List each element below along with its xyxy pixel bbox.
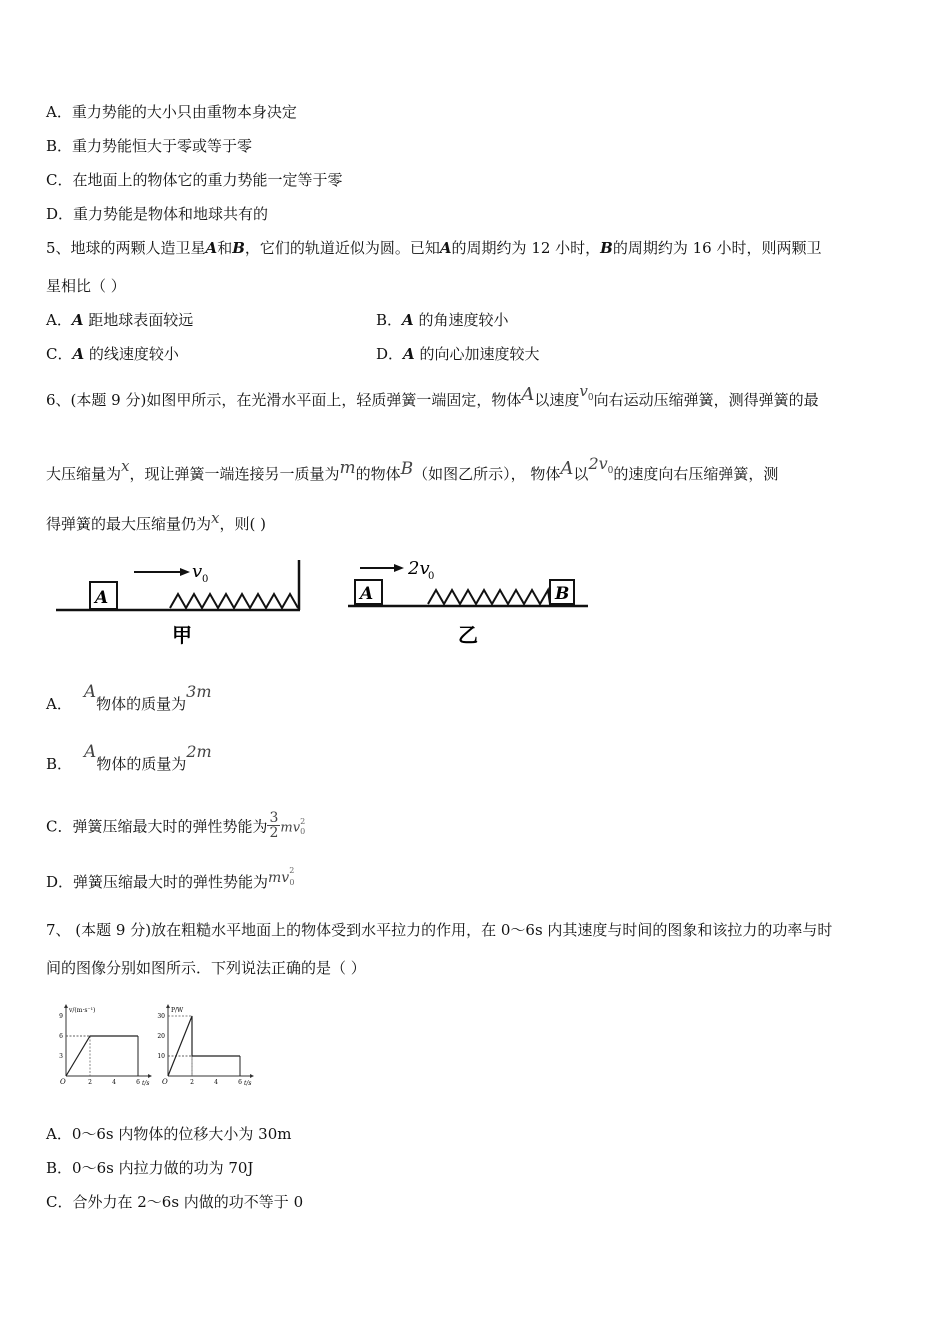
figure-yi-caption: 乙 [458, 623, 478, 647]
y-tick-label: 20 [157, 1033, 165, 1040]
series-line [66, 1036, 138, 1076]
q4-option-c: C．在地面上的物体它的重力势能一定等于零 [46, 171, 343, 189]
velocity-label: v [192, 561, 203, 582]
figure-jia [56, 560, 300, 647]
q7-graphs [52, 1004, 262, 1092]
y-tick-label: 6 [59, 1033, 63, 1040]
q5-stem-line1: 5、地球的两颗人造卫星A和B，它们的轨道近似为圆。已知A的周期约为 12 小时，B的周期约为 16 小时，则两颗卫 [46, 239, 822, 257]
spring-yi [428, 590, 550, 604]
svg-text:0: 0 [428, 571, 435, 582]
x-tick-label: 2 [190, 1079, 194, 1086]
series-line [168, 1016, 240, 1076]
block-a-label: A [95, 588, 109, 608]
q6-figure [50, 552, 610, 652]
q6-option-b: B．A物体的质量为2m [46, 742, 212, 773]
x-tick-label: 4 [112, 1079, 116, 1086]
origin-label: O [162, 1078, 168, 1086]
x-axis-arrow-icon [148, 1074, 152, 1078]
x-tick-label: 4 [214, 1079, 218, 1086]
figure-yi [348, 558, 588, 647]
velocity-2v0-label: 2v [408, 558, 430, 579]
x-tick-label: 2 [88, 1079, 92, 1086]
q6-stem-line2: 大压缩量为x，现让弹簧一端连接另一质量为m的物体B（如图乙所示）， 物体A以$2v^0$的速度向右压缩弹簧，测 [46, 454, 779, 483]
svg-text:A: A [360, 584, 374, 604]
x-tick-label: 6 [136, 1079, 140, 1086]
q4-option-d: D．重力势能是物体和地球共有的 [46, 205, 269, 223]
x-axis-label: t/s [244, 1080, 252, 1087]
x-axis-arrow-icon [250, 1074, 254, 1078]
q4-option-b: B．重力势能恒大于零或等于零 [46, 137, 253, 155]
arrow-right-icon [394, 564, 404, 572]
q6-option-a: A．A物体的质量为3m [46, 682, 212, 713]
q7-option-b: B．0～6s 内拉力做的功为 70J [46, 1159, 254, 1177]
q7-stem-line2: 间的图像分别如图所示．下列说法正确的是（ ） [46, 959, 366, 977]
svg-text:0: 0 [202, 574, 209, 585]
x-axis-label: t/s [142, 1080, 150, 1087]
q5-stem-line2: 星相比（ ） [46, 277, 126, 295]
q6-option-c: C．弹簧压缩最大时的弹性势能为 $\frac{3}{2}$ mv20 [46, 810, 306, 841]
y-tick-label: 9 [59, 1013, 63, 1020]
block-b-label: B [555, 584, 570, 604]
q5-option-c: C．A 的线速度较小 [46, 345, 179, 363]
arrow-right-icon [180, 568, 190, 576]
y-tick-label: 3 [59, 1053, 63, 1060]
q6-stem-line1: 6、(本题 9 分)如图甲所示，在光滑水平面上，轻质弹簧一端固定，物体A以速度$v^0$向右运动压缩弹簧，测得弹簧的最 [46, 382, 819, 409]
q7-option-a: A．0～6s 内物体的位移大小为 30m [46, 1125, 292, 1143]
spring-jia [170, 594, 298, 608]
q6-stem-line3: 得弹簧的最大压缩量仍为x，则( ) [46, 509, 266, 533]
q7-option-c: C．合外力在 2～6s 内做的功不等于 0 [46, 1193, 304, 1211]
y-axis-label: v/(m·s⁻¹) [69, 1007, 96, 1014]
q5-option-d: D．A 的向心加速度较大 [376, 345, 540, 363]
y-axis-arrow-icon [64, 1004, 68, 1008]
origin-label: O [60, 1078, 66, 1086]
y-tick-label: 30 [157, 1013, 165, 1020]
q5-option-b: B．A 的角速度较小 [376, 311, 509, 329]
q6-option-d: D．弹簧压缩最大时的弹性势能为mv20 [46, 866, 295, 891]
y-tick-label: 10 [157, 1053, 165, 1060]
x-tick-label: 6 [238, 1079, 242, 1086]
y-axis-label: P/W [171, 1007, 184, 1014]
figure-jia-caption: 甲 [172, 623, 192, 647]
q4-option-a: A．重力势能的大小只由重物本身决定 [46, 103, 297, 121]
q5-option-a: A．A 距地球表面较远 [46, 311, 194, 329]
q7-stem-line1: 7、 (本题 9 分)放在粗糙水平地面上的物体受到水平拉力的作用，在 0～6s 内其速度与时间的图象和该拉力的功率与时 [46, 921, 833, 939]
y-axis-arrow-icon [166, 1004, 170, 1008]
